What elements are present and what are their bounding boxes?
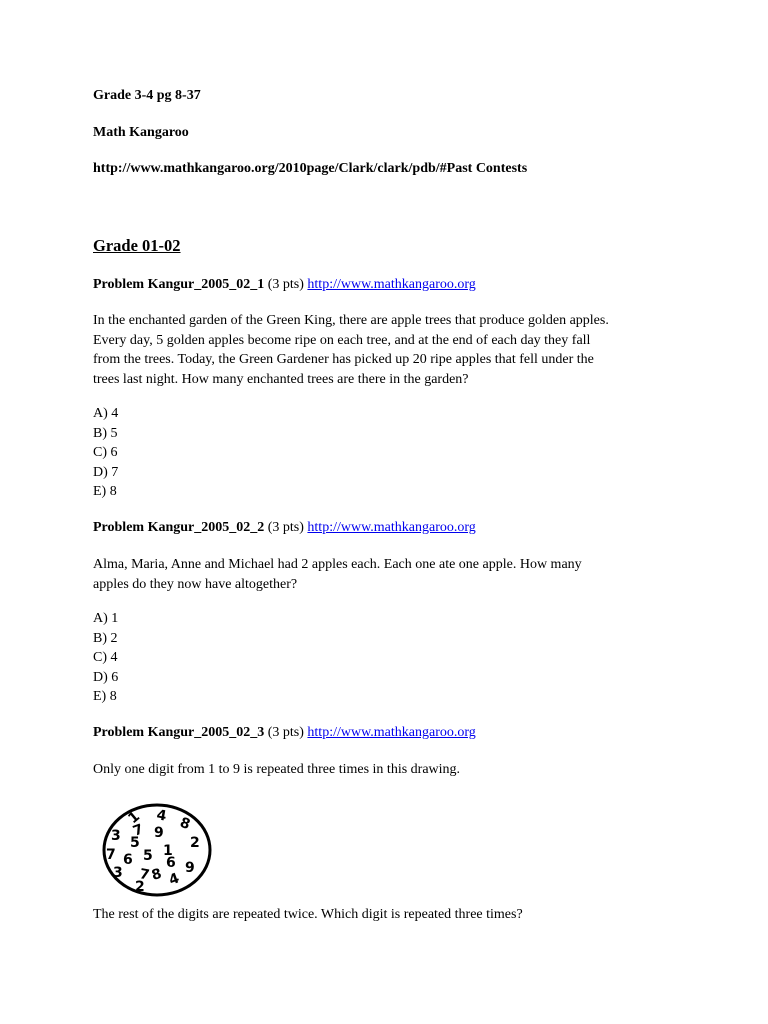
problem-2-points: (3 pts)	[267, 520, 304, 535]
drawing-digit: 1	[125, 808, 144, 828]
answer-option: E) 8	[93, 689, 117, 704]
problem-1-title: Problem Kangur_2005_02_1	[93, 277, 265, 292]
problem-2-options	[93, 609, 118, 707]
drawing-digit: 7	[130, 821, 146, 840]
problem-3-text	[93, 760, 673, 780]
problem-3-header	[93, 723, 476, 743]
drawing-digit: 6	[166, 855, 176, 871]
section-title: Grade 01-02	[93, 236, 181, 255]
problem-2-text-line: Alma, Maria, Anne and Michael had 2 apples each. Each one ate one apple. How many	[93, 557, 582, 572]
digit-circle-drawing	[101, 802, 213, 898]
contest-url: http://www.mathkangaroo.org/2010page/Clark/clark/pdb/#Past Contests	[93, 161, 528, 176]
drawing-digit: 3	[111, 828, 121, 844]
source-name: Math Kangaroo	[93, 125, 189, 140]
answer-option: A) 4	[93, 406, 119, 421]
problem-3-after-text: The rest of the digits are repeated twice. Which digit is repeated three times?	[93, 907, 523, 922]
problem-3-points: (3 pts)	[267, 725, 304, 740]
drawing-digit: 9	[185, 860, 195, 876]
answer-option: B) 2	[93, 630, 118, 646]
answer-option: C) 4	[93, 650, 118, 665]
problem-2-title: Problem Kangur_2005_02_2	[93, 520, 265, 535]
drawing-digit: 6	[123, 852, 133, 868]
drawing-digit: 5	[130, 835, 140, 851]
drawing-digit: 4	[166, 870, 182, 889]
problem-2-text-line: apples do they now have altogether?	[93, 576, 298, 592]
drawing-digit: 8	[149, 865, 164, 884]
problem-1-points: (3 pts)	[267, 277, 304, 292]
drawing-digit: 2	[135, 879, 145, 895]
drawing-digit: 2	[190, 835, 200, 851]
problem-3-link[interactable]: http://www.mathkangaroo.org	[307, 725, 476, 740]
answer-option: D) 6	[93, 669, 119, 685]
drawing-digit: 8	[177, 814, 193, 834]
drawing-digit: 7	[138, 866, 151, 884]
problem-3-text-line: Only one digit from 1 to 9 is repeated three times in this drawing.	[93, 762, 461, 777]
answer-option: B) 5	[93, 425, 118, 441]
drawing-digit: 3	[113, 865, 123, 881]
grade-range-heading: Grade 3-4 pg 8-37	[93, 88, 201, 103]
problem-1-text-line: Every day, 5 golden apples become ripe on each tree, and at the end of each day they fall	[93, 332, 591, 348]
drawing-digit: 7	[106, 847, 116, 863]
drawing-digit: 4	[155, 807, 168, 825]
problem-1-text-line: trees last night. How many enchanted trees are there in the garden?	[93, 371, 469, 387]
drawing-digit: 1	[163, 843, 173, 859]
problem-1-text-line: In the enchanted garden of the Green King, there are apple trees that produce golden apples.	[93, 313, 609, 328]
answer-option: D) 7	[93, 464, 119, 480]
drawing-digit: 5	[143, 848, 153, 864]
answer-option: E) 8	[93, 484, 117, 499]
problem-1-options	[93, 404, 118, 502]
problem-1-text-line: from the trees. Today, the Green Gardener has picked up 20 ripe apples that fell under the	[93, 352, 594, 367]
problem-2-header	[93, 518, 476, 538]
problem-1-header	[93, 275, 476, 295]
problem-1-text	[93, 311, 673, 389]
problem-2-link[interactable]: http://www.mathkangaroo.org	[307, 520, 476, 535]
drawing-digit: 9	[154, 825, 164, 841]
answer-option: C) 6	[93, 445, 118, 460]
problem-3-title: Problem Kangur_2005_02_3	[93, 725, 265, 740]
problem-2-text	[93, 555, 673, 594]
problem-1-link[interactable]: http://www.mathkangaroo.org	[307, 277, 476, 292]
answer-option: A) 1	[93, 611, 119, 626]
